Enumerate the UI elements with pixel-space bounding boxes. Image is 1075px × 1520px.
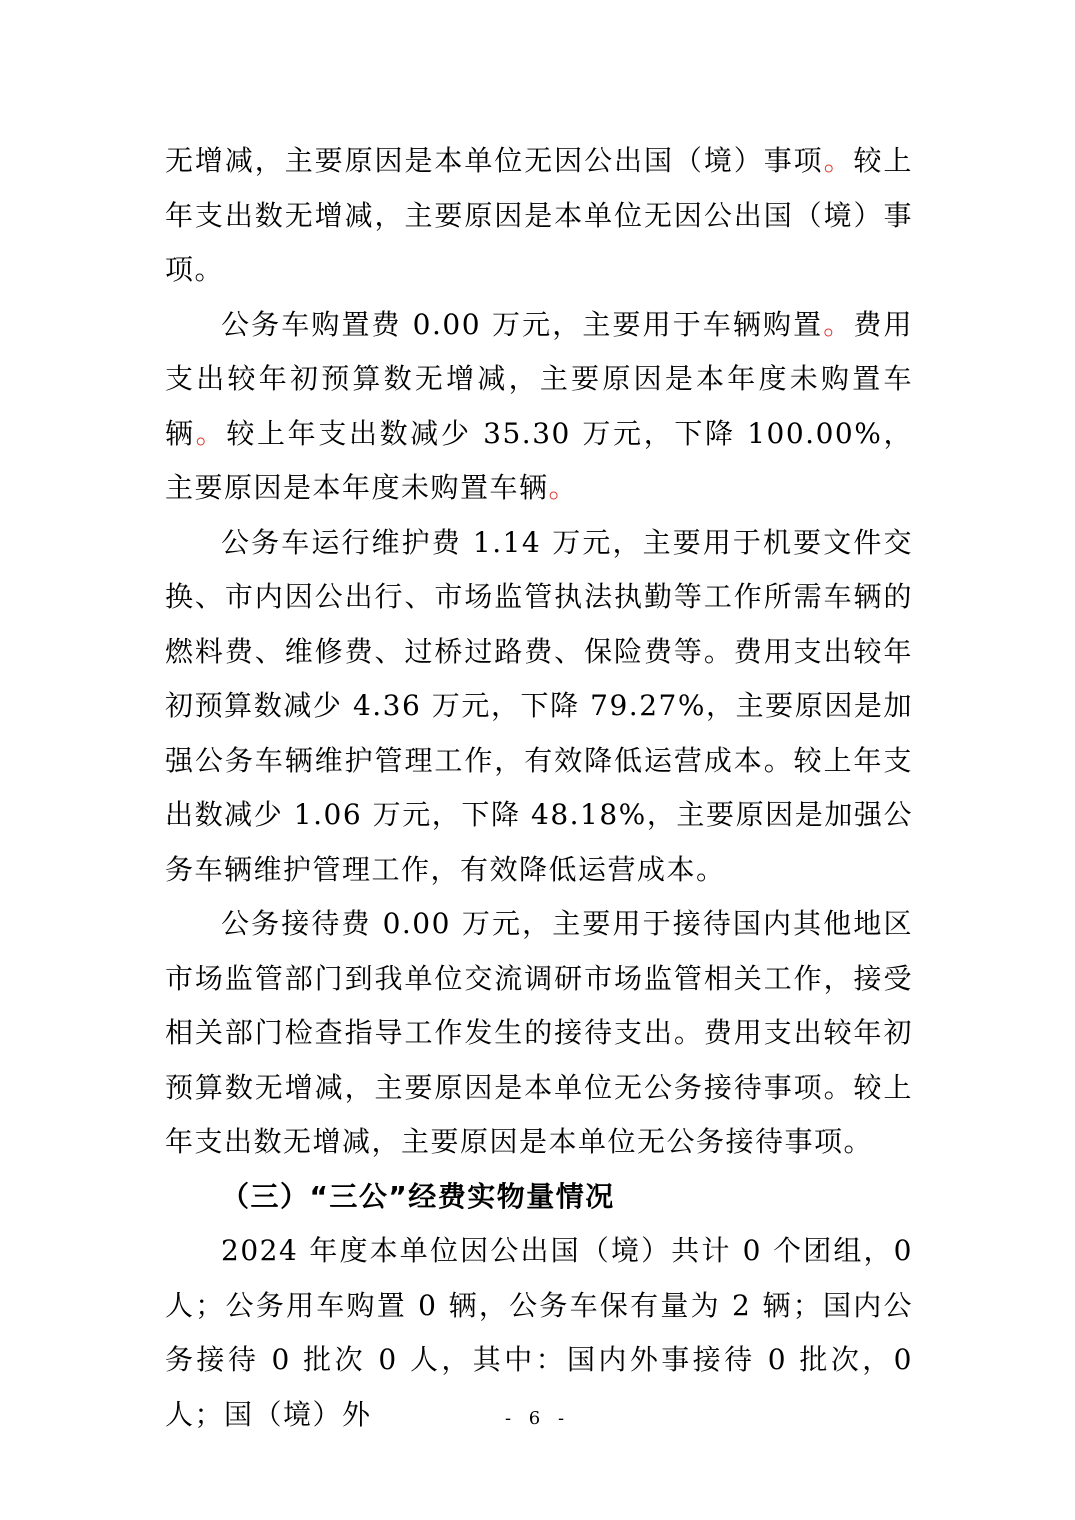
paragraph-text: 较上年支出数减少 35.30 万元，下降 100.00%，主要原因是本年度未购置车辆 xyxy=(165,416,913,504)
paragraph-vehicle-purchase xyxy=(165,298,913,516)
paragraph-text: 费用支出较年初预算数无增减，主要原因是本年度未购置车辆 xyxy=(165,307,913,450)
section-heading: （三）“三公”经费实物量情况 xyxy=(221,1179,615,1213)
paragraph-text: 公务车购置费 0.00 万元，主要用于车辆购置 xyxy=(221,307,824,341)
paragraph-text: 无增减，主要原因是本单位无因公出国（境）事项 xyxy=(165,144,824,177)
red-period-mark: 。 xyxy=(823,307,854,341)
paragraph-physical-quantity: 2024 年度本单位因公出国（境）共计 0 个团组，0 人；公务用车购置 0 辆，公务车保有量为 2 辆；国内公务接待 0 批次 0 人，其中：国内外事接待 0 批次，0 人；国（境）外 xyxy=(165,1234,913,1431)
red-period-mark: 。 xyxy=(548,471,579,504)
paragraph-overseas-trip-continued xyxy=(165,134,913,298)
document-body xyxy=(165,134,913,1442)
paragraph-official-reception: 公务接待费 0.00 万元，主要用于接待国内其他地区市场监管部门到我单位交流调研市场监管相关工作，接受相关部门检查指导工作发生的接待支出。费用支出较年初预算数无增减，主要原因是本单位无公务接待事项。较上年支出数无增减，主要原因是本单位无公务接待事项。 xyxy=(165,907,913,1158)
page-number: - 6 - xyxy=(504,1408,571,1429)
paragraph-text: 较上年支出数无增减，主要原因是本单位无因公出国（境）事项。 xyxy=(165,144,913,286)
paragraph-vehicle-maintenance: 公务车运行维护费 1.14 万元，主要用于机要文件交换、市内因公出行、市场监管执法执勤等工作所需车辆的燃料费、维修费、过桥过路费、保险费等。费用支出较年初预算数减少 4.36 万元，下降 79.27%，主要原因是加强公务车辆维护管理工作，有效降低运营成本。较上年支出数减少 1.06 万元，下降 48.18%，主要原因是加强公务车辆维护管理工作，有效降低运营成本。 xyxy=(165,525,913,886)
red-period-mark: 。 xyxy=(195,416,227,450)
red-period-mark: 。 xyxy=(823,144,854,177)
